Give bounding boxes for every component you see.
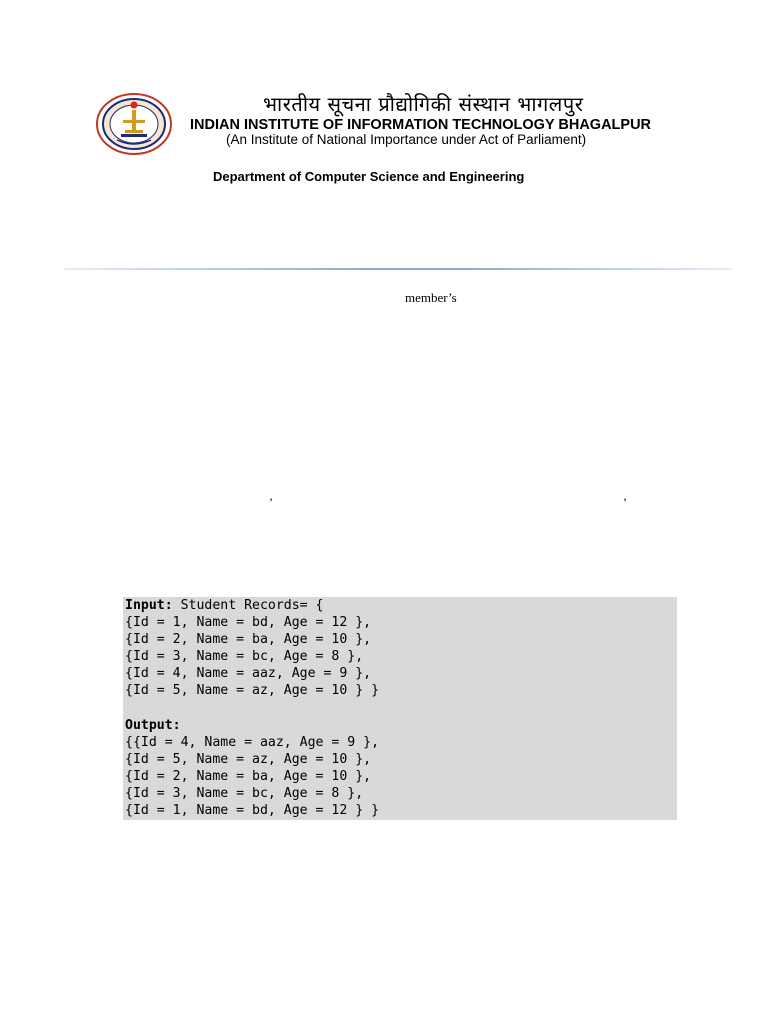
input-record-line: {Id = 3, Name = bc, Age = 8 }, — [125, 649, 364, 665]
input-record-line: {Id = 2, Name = ba, Age = 10 }, — [125, 632, 372, 648]
example-code-block — [123, 597, 677, 820]
input-head: Student Records= { — [172, 598, 324, 613]
institute-seal-icon — [95, 92, 173, 156]
output-label: Output: — [125, 717, 181, 733]
output-record-line: {Id = 1, Name = bd, Age = 12 } } — [125, 803, 380, 819]
institute-logo — [95, 92, 173, 156]
input-record-line: {Id = 1, Name = bd, Age = 12 }, — [125, 615, 372, 631]
output-record-line: {Id = 3, Name = bc, Age = 8 }, — [125, 786, 364, 802]
output-record-line: {{Id = 4, Name = aaz, Age = 9 }, — [125, 734, 380, 750]
department-title: Department of Computer Science and Engineering — [213, 169, 525, 184]
output-record-line: {Id = 2, Name = ba, Age = 10 }, — [125, 768, 372, 784]
members-text: member’s — [405, 290, 457, 305]
output-record-line: {Id = 5, Name = az, Age = 10 }, — [125, 751, 372, 767]
input-header-line — [125, 597, 677, 614]
input-label: Input: — [125, 598, 173, 613]
stray-apostrophe-right: ’ — [623, 495, 627, 509]
blank-line — [125, 700, 677, 717]
institute-subtitle: (An Institute of National Importance under Act of Parliament) — [226, 132, 587, 147]
institute-name: INDIAN INSTITUTE OF INFORMATION TECHNOLOGY BHAGALPUR — [190, 117, 652, 133]
stray-apostrophe-left: ’ — [269, 495, 273, 509]
header-divider — [64, 268, 732, 270]
input-record-line: {Id = 4, Name = aaz, Age = 9 }, — [125, 666, 372, 682]
input-record-line: {Id = 5, Name = az, Age = 10 } } — [125, 683, 380, 699]
institute-name-hindi: भारतीय सूचना प्रौद्योगिकी संस्थान भागलपुर — [263, 92, 584, 116]
